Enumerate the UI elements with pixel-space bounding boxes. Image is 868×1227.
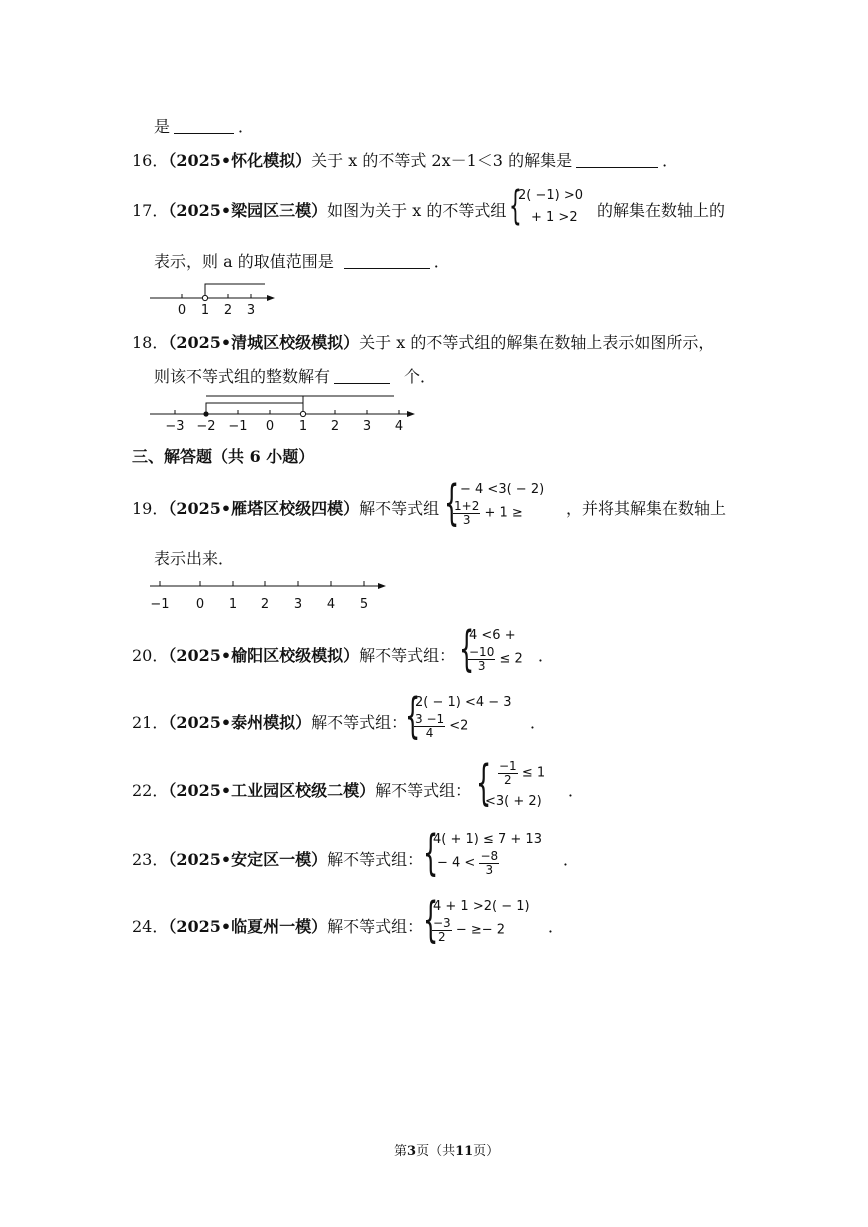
system-row-1: 4( + 1) ≤ 7 + 13: [433, 832, 542, 847]
axis-tick-label: 4: [326, 597, 336, 612]
system-row-2: $\frac{1+2}{3}$ + 1 ≥: [454, 499, 523, 527]
question-number: 20．: [132, 646, 169, 665]
axis-tick-label: −1: [228, 419, 248, 434]
number-line-q18: [148, 392, 418, 436]
system-row-1: 4 + 1 >2( − 1): [433, 899, 530, 914]
system-row-1: 4 <6 +: [469, 628, 516, 643]
inequality-system: { 4( + 1) ≤ 7 + 13 − 4 < $\frac{-8}{3}$: [423, 825, 542, 881]
question-number: 19．: [132, 499, 169, 518]
inequality-system: { 2( − 1) <4 − 3 $\frac{3 -1}{4}$ <2: [405, 688, 512, 744]
axis-tick-label: 0: [195, 597, 205, 612]
question-text: 解不等式组: [359, 499, 440, 518]
question-17-line2: [154, 249, 450, 272]
axis-tick-label: 1: [298, 419, 308, 434]
question-end: ．: [548, 917, 565, 936]
axis-tick-label: 0: [265, 419, 275, 434]
question-20: [132, 643, 455, 666]
answer-blank[interactable]: [576, 151, 658, 168]
axis-tick-label: 2: [260, 597, 270, 612]
axis-tick-label: 3: [246, 303, 256, 318]
question-source: （2025•安定区一模）: [168, 850, 328, 869]
question-suffix: ．: [662, 151, 679, 170]
question-number: 18．: [132, 333, 169, 352]
question-source: （2025•泰州模拟）: [168, 713, 312, 732]
question-23: [132, 847, 423, 870]
question-end: ．: [568, 781, 585, 800]
axis-tick-label: 2: [330, 419, 340, 434]
question-number: 24．: [132, 917, 169, 936]
question-19: [132, 496, 439, 519]
system-row-2: $\frac{-3}{2}$ − ≥− 2: [433, 916, 506, 944]
question-suffix: 个．: [404, 367, 437, 386]
question-source: （2025•怀化模拟）: [168, 151, 312, 170]
axis-tick-label: −1: [150, 597, 170, 612]
question-number: 22．: [132, 781, 169, 800]
question-text: 解不等式组：: [327, 850, 424, 869]
question-number: 16．: [132, 151, 169, 170]
question-source: （2025•雁塔区校级四模）: [168, 499, 360, 518]
question-end: ．: [530, 713, 547, 732]
q15-prefix: 是: [154, 117, 171, 136]
axis-tick-label: 0: [177, 303, 187, 318]
system-row-1: − 4 <3( − 2): [460, 482, 545, 497]
question-suffix: ．: [433, 252, 450, 271]
axis-tick-label: 1: [228, 597, 238, 612]
inequality-system: { − 4 <3( − 2) $\frac{1+2}{3}$ + 1 ≥: [444, 475, 545, 531]
question-16: [132, 148, 678, 171]
footer-text: 页）: [473, 1144, 500, 1159]
system-row-1: $\frac{-1}{2}$ ≤ 1: [499, 759, 546, 787]
question-number: 17．: [132, 201, 169, 220]
question-text: 则该不等式组的整数解有: [154, 367, 331, 386]
question-text-2: ，并将其解集在数轴上: [566, 499, 727, 518]
section-heading: 三、解答题（共 6 小题）: [132, 447, 315, 466]
system-row-2: $\frac{3 -1}{4}$ <2: [415, 712, 469, 740]
axis-tick-label: 1: [200, 303, 210, 318]
answer-blank[interactable]: [174, 117, 234, 134]
inequality-system: { 2( −1) >0 + 1 >2: [509, 183, 584, 229]
question-text: 表示，则 a 的取值范围是: [154, 252, 334, 271]
system-row-2: + 1 >2: [531, 210, 578, 225]
answer-blank[interactable]: [344, 252, 430, 269]
system-row-2: − 4 < $\frac{-8}{3}$: [437, 849, 499, 877]
axis-tick-label: 2: [223, 303, 233, 318]
question-source: （2025•梁园区三模）: [168, 201, 328, 220]
answer-blank[interactable]: [334, 367, 390, 384]
question-22: [132, 778, 471, 801]
question-18-line2: [154, 364, 436, 387]
question-end: ．: [538, 646, 555, 665]
inequality-system: { 4 <6 + $\frac{-10}{3}$ ≤ 2: [459, 621, 523, 677]
question-number: 21．: [132, 713, 169, 732]
axis-tick-label: 4: [394, 419, 404, 434]
axis-tick-label: −2: [196, 419, 216, 434]
system-row-2: <3( + 2): [485, 794, 542, 809]
question-end: ．: [563, 850, 580, 869]
question-text: 解不等式组：: [311, 713, 408, 732]
question-source: （2025•榆阳区校级模拟）: [168, 646, 360, 665]
question-18: [132, 330, 714, 353]
question-text: 解不等式组：: [375, 781, 472, 800]
q15-suffix: ．: [238, 117, 255, 136]
axis-tick-label: 5: [359, 597, 369, 612]
q15-tail: [154, 114, 254, 137]
footer-text: 页（共: [416, 1144, 456, 1159]
number-line-q17: [148, 278, 278, 318]
axis-tick-label: −3: [165, 419, 185, 434]
question-source: （2025•临夏州一模）: [168, 917, 328, 936]
question-text: 关于 x 的不等式组的解集在数轴上表示如图所示，: [359, 333, 715, 352]
question-17: [132, 198, 506, 221]
question-text-2: 的解集在数轴上的: [597, 201, 726, 220]
question-number: 23．: [132, 850, 169, 869]
question-source: （2025•工业园区校级二模）: [168, 781, 376, 800]
system-row-1: 2( − 1) <4 − 3: [415, 695, 512, 710]
question-text: 如图为关于 x 的不等式组: [327, 201, 507, 220]
question-text: 关于 x 的不等式 2x－1＜3 的解集是: [311, 151, 573, 170]
inequality-system: { 4 + 1 >2( − 1) $\frac{-3}{2}$ − ≥− 2: [423, 892, 530, 948]
page-number: 3: [407, 1144, 417, 1159]
page-footer: [394, 1140, 499, 1159]
axis-tick-label: 3: [293, 597, 303, 612]
inequality-system: { $\frac{-1}{2}$ ≤ 1 <3( + 2): [476, 755, 546, 811]
footer-text: 第: [394, 1144, 408, 1159]
question-21: [132, 710, 407, 733]
question-24: [132, 914, 423, 937]
axis-tick-label: 3: [362, 419, 372, 434]
question-text: 解不等式组：: [359, 646, 456, 665]
question-source: （2025•清城区校级模拟）: [168, 333, 360, 352]
system-row-2: $\frac{-10}{3}$ ≤ 2: [469, 645, 523, 673]
system-row-1: 2( −1) >0: [518, 188, 584, 203]
total-pages: 11: [455, 1144, 474, 1159]
number-line-q19: [148, 574, 392, 614]
question-19-line2: 表示出来．: [154, 549, 235, 568]
question-text: 解不等式组：: [327, 917, 424, 936]
